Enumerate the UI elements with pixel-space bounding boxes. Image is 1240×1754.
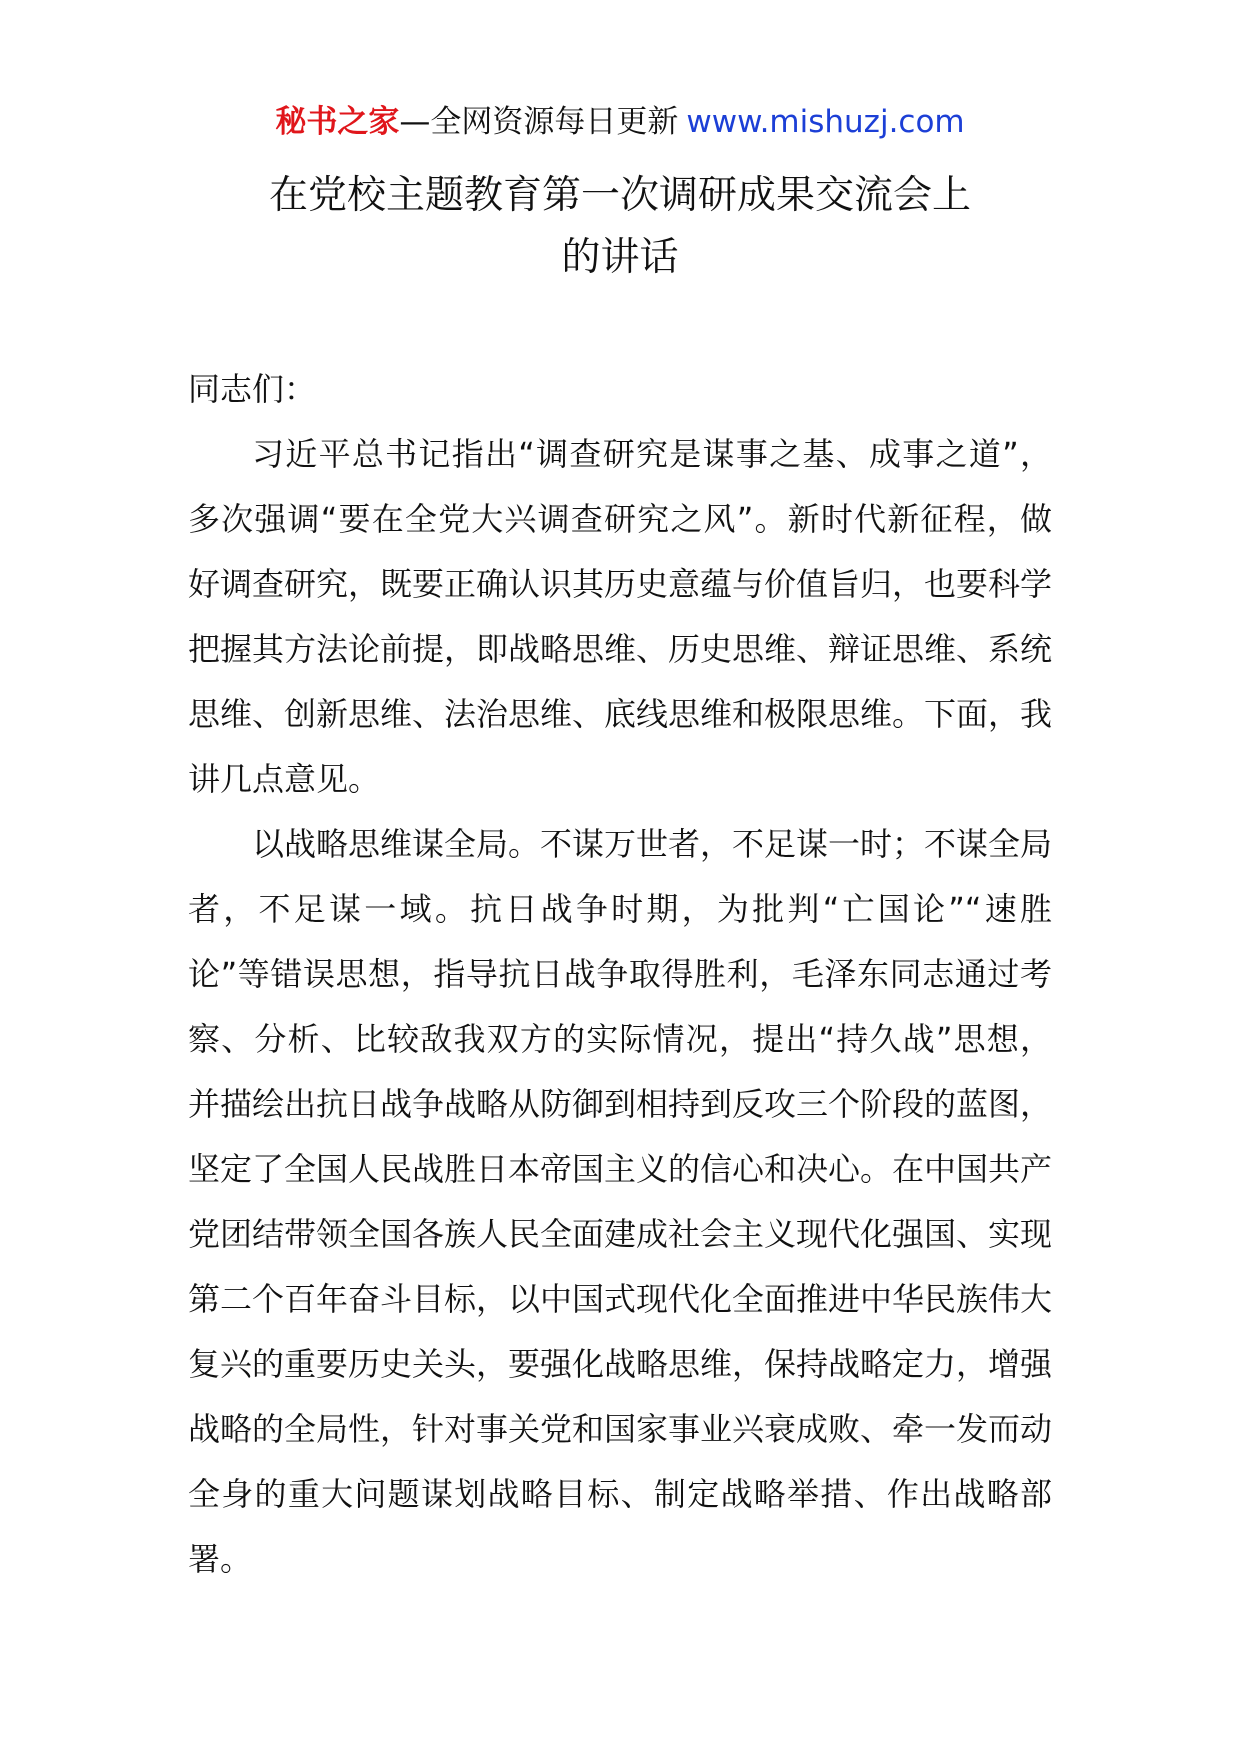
brand-name: 秘书之家 — [275, 104, 400, 140]
site-url-link[interactable]: www.mishuzj.com — [686, 104, 965, 140]
title-line-1: 在党校主题教育第一次调研成果交流会上 — [268, 173, 971, 218]
body-paragraph-1: 习近平总书记指出“调查研究是谋事之基、成事之道”，多次强调“要在全党大兴调查研究之风”。新时代新征程，做好调查研究，既要正确认识其历史意蕴与价值旨归，也要科学把握其方法论前提，即战略思维、历史思维、辩证思维、系统思维、创新思维、法治思维、底线思维和极限思维。下面，我讲几点意见。 — [188, 435, 1053, 798]
title-line-2: 的讲话 — [561, 235, 679, 280]
header-slogan: —全网资源每日更新 — [399, 104, 679, 140]
site-header — [0, 100, 1240, 144]
body-paragraph-2: 以战略思维谋全局。不谋万世者，不足谋一时；不谋全局者，不足谋一域。抗日战争时期，为批判“亡国论”“速胜论”等错误思想，指导抗日战争取得胜利，毛泽东同志通过考察、分析、比较敌我双方的实际情况，提出“持久战”思想，并描绘出抗日战争战略从防御到相持到反攻三个阶段的蓝图，坚定了全国人民战胜日本帝国主义的信心和决心。在中国共产党团结带领全国各族人民全面建成社会主义现代化强国、实现第二个百年奋斗目标，以中国式现代化全面推进中华民族伟大复兴的重要历史关头，要强化战略思维，保持战略定力，增强战略的全局性，针对事关党和国家事业兴衰成败、牵一发而动全身的重大问题谋划战略目标、制定战略举措、作出战略部署。 — [188, 825, 1053, 1578]
salutation: 同志们： — [188, 370, 317, 408]
document-body — [188, 357, 1052, 1592]
document-title — [0, 165, 1240, 289]
